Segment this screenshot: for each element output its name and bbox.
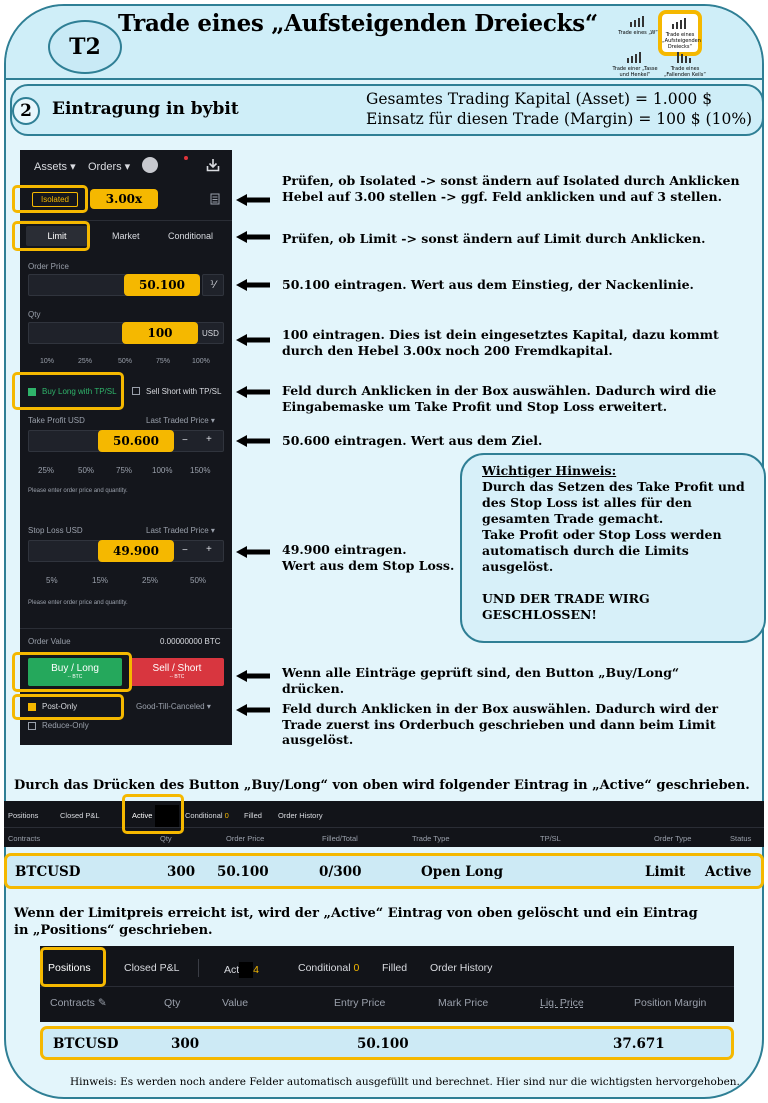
tab-limit[interactable]: Limit (26, 226, 88, 246)
cell-entry-price: 50.100 (357, 1036, 409, 1052)
tp-hint: Please enter order price and quantity. (28, 488, 128, 494)
note-tpsl: Feld durch Anklicken in der Box auswählen. Dadurch wird die Eingabemaske um Take Profit und Stop Loss erweitert. (282, 383, 717, 414)
tab-active[interactable]: Active (132, 811, 153, 820)
orders-menu[interactable]: Orders ▾ (88, 161, 131, 173)
tab-positions[interactable]: Positions (48, 962, 91, 974)
margin-text: Einsatz für diesen Trade (Margin) = 100 $ (10%) (366, 110, 753, 128)
post-only-label[interactable]: Post-Only (42, 702, 78, 711)
positions-caption-1: Wenn der Limitpreis erreicht ist, wird der „Active“ Eintrag von oben gelöscht und ein Eintrag (14, 906, 698, 921)
qty-pct-50[interactable]: 50% (118, 358, 133, 365)
order-value: 0.00000000 BTC (160, 637, 221, 646)
arrow-left-icon (236, 230, 270, 244)
col-qty: Qty (164, 997, 181, 1009)
note-post-only: Feld durch Anklicken in der Box auswählen. Dadurch wird der Trade zuerst ins Orderbuch geschrieben und dann beim Limit ausgelöst. (282, 701, 719, 747)
arrow-left-icon (236, 545, 270, 559)
isolated-button[interactable]: Isolated (32, 192, 78, 207)
cell-filled-total: 0/300 (319, 864, 362, 880)
col-contracts: Contracts ✎ (50, 997, 107, 1009)
positions-table (40, 946, 734, 1022)
tp-pct-25[interactable]: 25% (38, 466, 55, 475)
col-qty: Qty (160, 834, 172, 843)
tab-order-history[interactable]: Order History (278, 811, 323, 820)
sl-pct-5[interactable]: 5% (46, 576, 58, 585)
tab-filled[interactable]: Filled (382, 962, 408, 974)
sl-plus-button[interactable]: + (206, 544, 212, 555)
note-limit: Prüfen, ob Limit -> sonst ändern auf Limit durch Anklicken. (282, 231, 706, 246)
notification-dot (184, 156, 188, 160)
cell-qty: 300 (167, 864, 196, 880)
tab-closed-pnl[interactable]: Closed P&L (124, 962, 180, 974)
chart-icon (675, 50, 695, 64)
sl-hint: Please enter order price and quantity. (28, 600, 128, 606)
note-buy-long: Wenn alle Einträge geprüft sind, den Button „Buy/Long“ drücken. (282, 665, 680, 696)
order-price-value[interactable]: 50.100 (124, 274, 200, 296)
buy-long-button[interactable]: Buy / Long -- BTC (28, 658, 122, 686)
tp-pct-50[interactable]: 50% (78, 466, 95, 475)
note-qty: 100 eintragen. Dies ist dein eingesetztes Kapital, dazu kommt durch den Hebel 3.00x noch 200 Fremdkapital. (282, 327, 719, 358)
tab-conditional[interactable]: Conditional 0 (298, 962, 360, 974)
sl-minus-button[interactable]: − (182, 545, 188, 556)
qty-pct-75[interactable]: 75% (156, 358, 171, 365)
sell-tpsl-checkbox[interactable] (132, 387, 140, 395)
col-order-type: Order Type (654, 834, 692, 843)
col-mark-price: Mark Price (438, 997, 489, 1009)
col-tpsl: TP/SL (540, 834, 561, 843)
arrow-left-icon (236, 434, 270, 448)
cell-order-type: Limit (645, 864, 686, 880)
avatar[interactable] (142, 157, 158, 173)
highlight-post-only (12, 694, 124, 720)
chart-icon (628, 14, 648, 28)
qty-pct-25[interactable]: 25% (78, 358, 93, 365)
col-trade-type: Trade Type (412, 834, 450, 843)
deposit-icon[interactable] (206, 158, 220, 174)
section-title: Eintragung in bybit (52, 99, 239, 119)
footer-note: Hinweis: Es werden noch andere Felder automatisch ausgefüllt und berechnet. Hier sind nur die wichtigsten hervorgehoben. (70, 1076, 740, 1088)
cell-contract: BTCUSD (53, 1036, 119, 1052)
arrow-left-icon (236, 669, 270, 683)
qty-value[interactable]: 100 (122, 322, 198, 344)
tab-closed-pnl[interactable]: Closed P&L (60, 811, 100, 820)
active-order-row[interactable] (4, 853, 764, 889)
note-isolated: Prüfen, ob Isolated -> sonst ändern auf Isolated durch Anklicken Hebel auf 3.00 stellen -> ggf. Feld anklicken und auf 3 stellen. (282, 173, 740, 204)
tab-active[interactable]: Act 4 (224, 962, 259, 978)
tab-order-history[interactable]: Order History (430, 962, 493, 974)
leverage-field[interactable]: 3.00x (90, 189, 158, 209)
take-profit-label: Take Profit USD (28, 416, 85, 425)
sell-short-button[interactable]: Sell / Short -- BTC (130, 658, 224, 686)
tab-filled[interactable]: Filled (244, 811, 262, 820)
col-entry-price: Entry Price (334, 997, 386, 1009)
calculator-icon[interactable] (210, 193, 220, 207)
cell-position-margin: 37.671 (613, 1036, 665, 1052)
sl-pct-15[interactable]: 15% (92, 576, 109, 585)
highlight-buy-tpsl (12, 372, 124, 410)
chart-icon (670, 16, 690, 30)
thumbnail-w[interactable]: Trade eines „W“ (618, 14, 658, 36)
cell-qty: 300 (171, 1036, 200, 1052)
tp-minus-button[interactable]: − (182, 435, 188, 446)
order-price-label: Order Price (28, 262, 69, 271)
col-status: Status (730, 834, 752, 843)
qty-label: Qty (28, 310, 41, 319)
col-value: Value (222, 997, 249, 1009)
assets-menu[interactable]: Assets ▾ (34, 161, 76, 173)
arrow-left-icon (236, 193, 270, 207)
qty-unit: USD (202, 329, 219, 338)
sell-tpsl-label[interactable]: Sell Short with TP/SL (146, 387, 222, 396)
hint-heading: Wichtiger Hinweis: (482, 463, 617, 478)
highlight-active-tab (122, 794, 184, 834)
redaction-box (239, 962, 253, 978)
sl-trigger-type[interactable]: Last Traded Price ▾ (146, 526, 215, 535)
highlight-limit (12, 221, 90, 251)
take-profit-value[interactable]: 50.600 (98, 430, 174, 452)
tab-market[interactable]: Market (112, 231, 140, 241)
buy-tpsl-label[interactable]: Buy Long with TP/SL (42, 387, 117, 396)
sl-pct-25[interactable]: 25% (142, 576, 159, 585)
col-liq-price: Liq. Price (540, 997, 584, 1009)
cell-trade-type: Open Long (421, 864, 504, 880)
thumbnail-ascending-triangle[interactable]: Trade eines „Aufsteigenden Dreiecks“ (658, 10, 702, 56)
tp-pct-75[interactable]: 75% (116, 466, 133, 475)
positions-caption-2: in „Positions“ geschrieben. (14, 923, 213, 938)
cell-contract: BTCUSD (15, 864, 81, 880)
qty-pct-10[interactable]: 10% (40, 358, 55, 365)
note-take-profit: 50.600 eintragen. Wert aus dem Ziel. (282, 433, 543, 448)
tp-plus-button[interactable]: + (206, 434, 212, 445)
reduce-only-checkbox[interactable] (28, 722, 36, 730)
arrow-left-icon (236, 333, 270, 347)
percent-toggle[interactable]: ⅟ (202, 274, 224, 296)
reduce-only-label[interactable]: Reduce-Only (42, 721, 89, 730)
tab-conditional[interactable]: Conditional (168, 231, 214, 241)
stop-loss-value[interactable]: 49.900 (98, 540, 174, 562)
note-stop-loss: 49.900 eintragen. Wert aus dem Stop Loss. (282, 542, 455, 573)
section-badge: T2 (48, 20, 122, 74)
chart-icon (625, 50, 645, 64)
tab-positions[interactable]: Positions (8, 811, 39, 820)
position-row[interactable] (40, 1026, 734, 1060)
active-orders-table (4, 801, 764, 847)
sl-pct-50[interactable]: 50% (190, 576, 207, 585)
col-filled-total: Filled/Total (322, 834, 358, 843)
stop-loss-label: Stop Loss USD (28, 526, 83, 535)
highlight-isolated (12, 185, 88, 213)
arrow-left-icon (236, 278, 270, 292)
qty-pct-100[interactable]: 100% (192, 358, 210, 365)
tp-pct-100[interactable]: 100% (152, 466, 173, 475)
tab-conditional[interactable]: Conditional 0 (185, 811, 229, 820)
tp-pct-150[interactable]: 150% (190, 466, 211, 475)
arrow-left-icon (236, 385, 270, 399)
highlight-buy-long (12, 652, 132, 692)
order-value-label: Order Value (28, 637, 71, 646)
highlight-positions-tab (40, 947, 106, 987)
divider (20, 628, 232, 629)
thumbnail-cup-handle[interactable]: Trade einer „Tasse und Henkel“ (612, 50, 658, 78)
pin-icon: ✎ (97, 997, 107, 1009)
step-number: 2 (12, 97, 40, 125)
capital-text: Gesamtes Trading Kapital (Asset) = 1.000 $ (366, 90, 713, 108)
note-order-price: 50.100 eintragen. Wert aus dem Einstieg, der Nackenlinie. (282, 277, 694, 292)
cell-status: Active (705, 864, 752, 880)
page-title: Trade eines „Aufsteigenden Dreiecks“ (118, 10, 598, 37)
col-order-price: Order Price (226, 834, 265, 843)
thumbnail-falling-wedge[interactable]: Trade eines „Fallenden Keils“ (662, 50, 708, 78)
cell-order-price: 50.100 (217, 864, 269, 880)
active-caption: Durch das Drücken des Button „Buy/Long“ von oben wird folgender Eintrag in „Active“ geschrieben. (14, 778, 750, 793)
time-in-force-select[interactable]: Good-Till-Canceled ▾ (136, 702, 211, 711)
col-contracts: Contracts (8, 834, 41, 843)
important-hint-box: Wichtiger Hinweis: Durch das Setzen des Take Profit und des Stop Loss ist alles für den gesamten Trade gemacht. Take Profit oder Stop Loss werden automatisch durch die Limits ausgelöst. UND DER TRADE WIRG GESCHLOSSEN! (460, 453, 766, 643)
tp-trigger-type[interactable]: Last Traded Price ▾ (146, 416, 215, 425)
arrow-left-icon (236, 703, 270, 717)
col-position-margin: Position Margin (634, 997, 707, 1009)
